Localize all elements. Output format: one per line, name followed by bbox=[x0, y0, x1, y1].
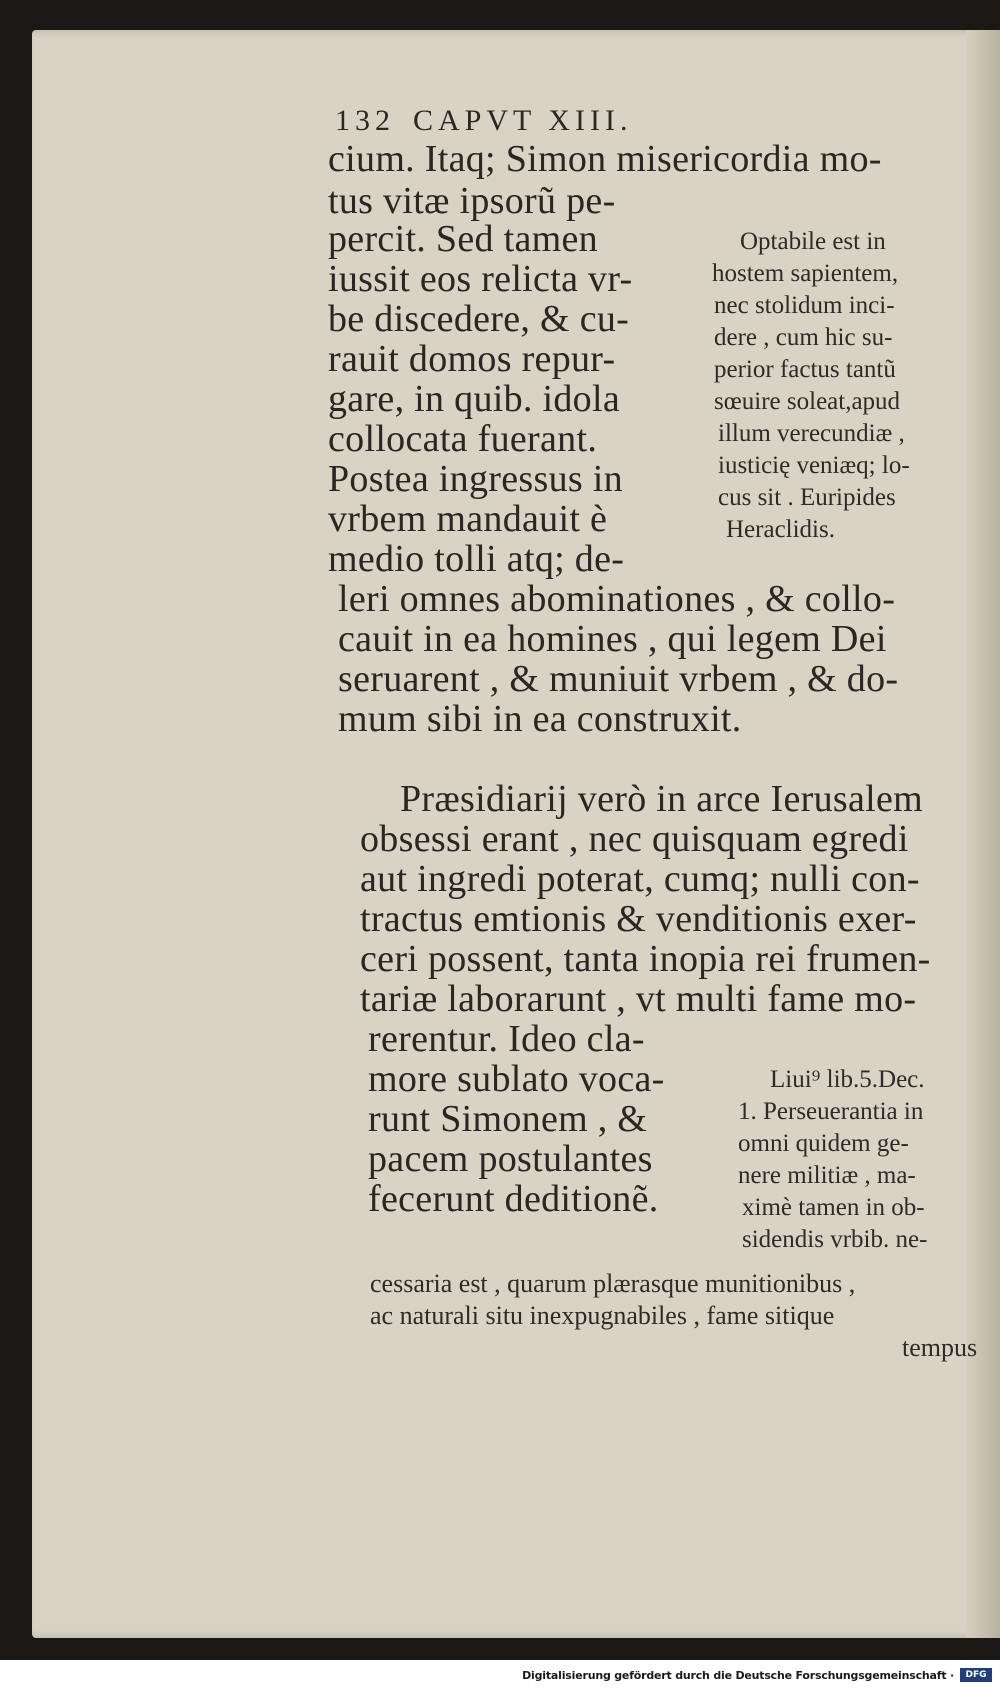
body-line: cium. Itaq; Simon misericordia mo- bbox=[328, 138, 882, 180]
body-line: more sublato voca- bbox=[368, 1058, 665, 1100]
margin-note-continuation: cessaria est , quarum plærasque munitionibus , bbox=[370, 1269, 856, 1298]
margin-note-line: illum verecundiæ , bbox=[718, 420, 905, 447]
margin-note-line: sœuire soleat,apud bbox=[714, 388, 901, 415]
body-line: leri omnes abominationes , & collo- bbox=[338, 578, 896, 620]
body-line: aut ingredi poterat, cumq; nulli con- bbox=[360, 858, 920, 900]
page-number: 132 bbox=[335, 104, 395, 137]
body-line: seruarent , & muniuit vrbem , & do- bbox=[338, 658, 899, 700]
margin-note-continuation: ac naturali situ inexpugnabiles , fame sitique bbox=[370, 1301, 835, 1330]
body-line: tractus emtionis & venditionis exer- bbox=[360, 898, 917, 940]
chapter-title: CAPVT XIII. bbox=[413, 104, 633, 137]
dfg-logo: DFG bbox=[960, 1668, 992, 1682]
margin-note-line: sidendis vrbib. ne- bbox=[742, 1226, 928, 1253]
body-line: be discedere, & cu- bbox=[328, 298, 630, 340]
funding-credit: Digitalisierung gefördert durch die Deutsche Forschungsgemeinschaft · bbox=[522, 1669, 954, 1682]
margin-note-line: nec stolidum inci- bbox=[714, 292, 895, 319]
body-line: cauit in ea homines , qui legem Dei bbox=[338, 618, 887, 660]
body-line: obsessi erant , nec quisquam egredi bbox=[360, 818, 909, 860]
body-line: medio tolli atq; de- bbox=[328, 538, 625, 580]
body-line: fecerunt deditionẽ. bbox=[368, 1178, 659, 1220]
body-line: gare, in quib. idola bbox=[328, 378, 620, 420]
body-line: rerentur. Ideo cla- bbox=[368, 1018, 645, 1060]
body-line: mum sibi in ea construxit. bbox=[338, 698, 742, 740]
page-edge bbox=[966, 30, 1000, 1638]
margin-note-line: iusticię veniæq; lo- bbox=[718, 452, 910, 479]
margin-note-line: nere militiæ , ma- bbox=[738, 1162, 916, 1189]
margin-note-line: hostem sapientem, bbox=[712, 260, 899, 287]
running-header bbox=[335, 104, 632, 138]
body-line: vrbem mandauit è bbox=[328, 498, 608, 540]
catchword: tempus bbox=[902, 1333, 978, 1362]
body-line: collocata fuerant. bbox=[328, 418, 598, 460]
margin-note-line: 1. Perseuerantia in bbox=[738, 1098, 924, 1125]
body-line: percit. Sed tamen bbox=[328, 218, 598, 260]
margin-note-line: Heraclidis. bbox=[726, 516, 835, 543]
body-line: rauit domos repur- bbox=[328, 338, 616, 380]
margin-note-line: cus sit . Euripides bbox=[718, 484, 896, 511]
body-line: Postea ingressus in bbox=[328, 458, 623, 500]
body-line: pacem postulantes bbox=[368, 1138, 653, 1180]
margin-note-line: Liui⁹ lib.5.Dec. bbox=[770, 1066, 925, 1093]
body-line: ceri possent, tanta inopia rei frumen- bbox=[360, 938, 931, 980]
body-line: tariæ laborarunt , vt multi fame mo- bbox=[360, 978, 917, 1020]
body-line: tus vitæ ipsorũ pe- bbox=[328, 180, 616, 222]
body-line: Præsidiarij verò in arce Ierusalem bbox=[400, 778, 924, 820]
margin-note-line: Optabile est in bbox=[740, 228, 886, 255]
body-line: runt Simonem , & bbox=[368, 1098, 648, 1140]
margin-note-line: ximè tamen in ob- bbox=[742, 1194, 925, 1221]
margin-note-line: omni quidem ge- bbox=[738, 1130, 909, 1157]
margin-note-line: perior factus tantũ bbox=[714, 356, 896, 383]
body-line: iussit eos relicta vr- bbox=[328, 258, 633, 300]
margin-note-line: dere , cum hic su- bbox=[714, 324, 893, 351]
